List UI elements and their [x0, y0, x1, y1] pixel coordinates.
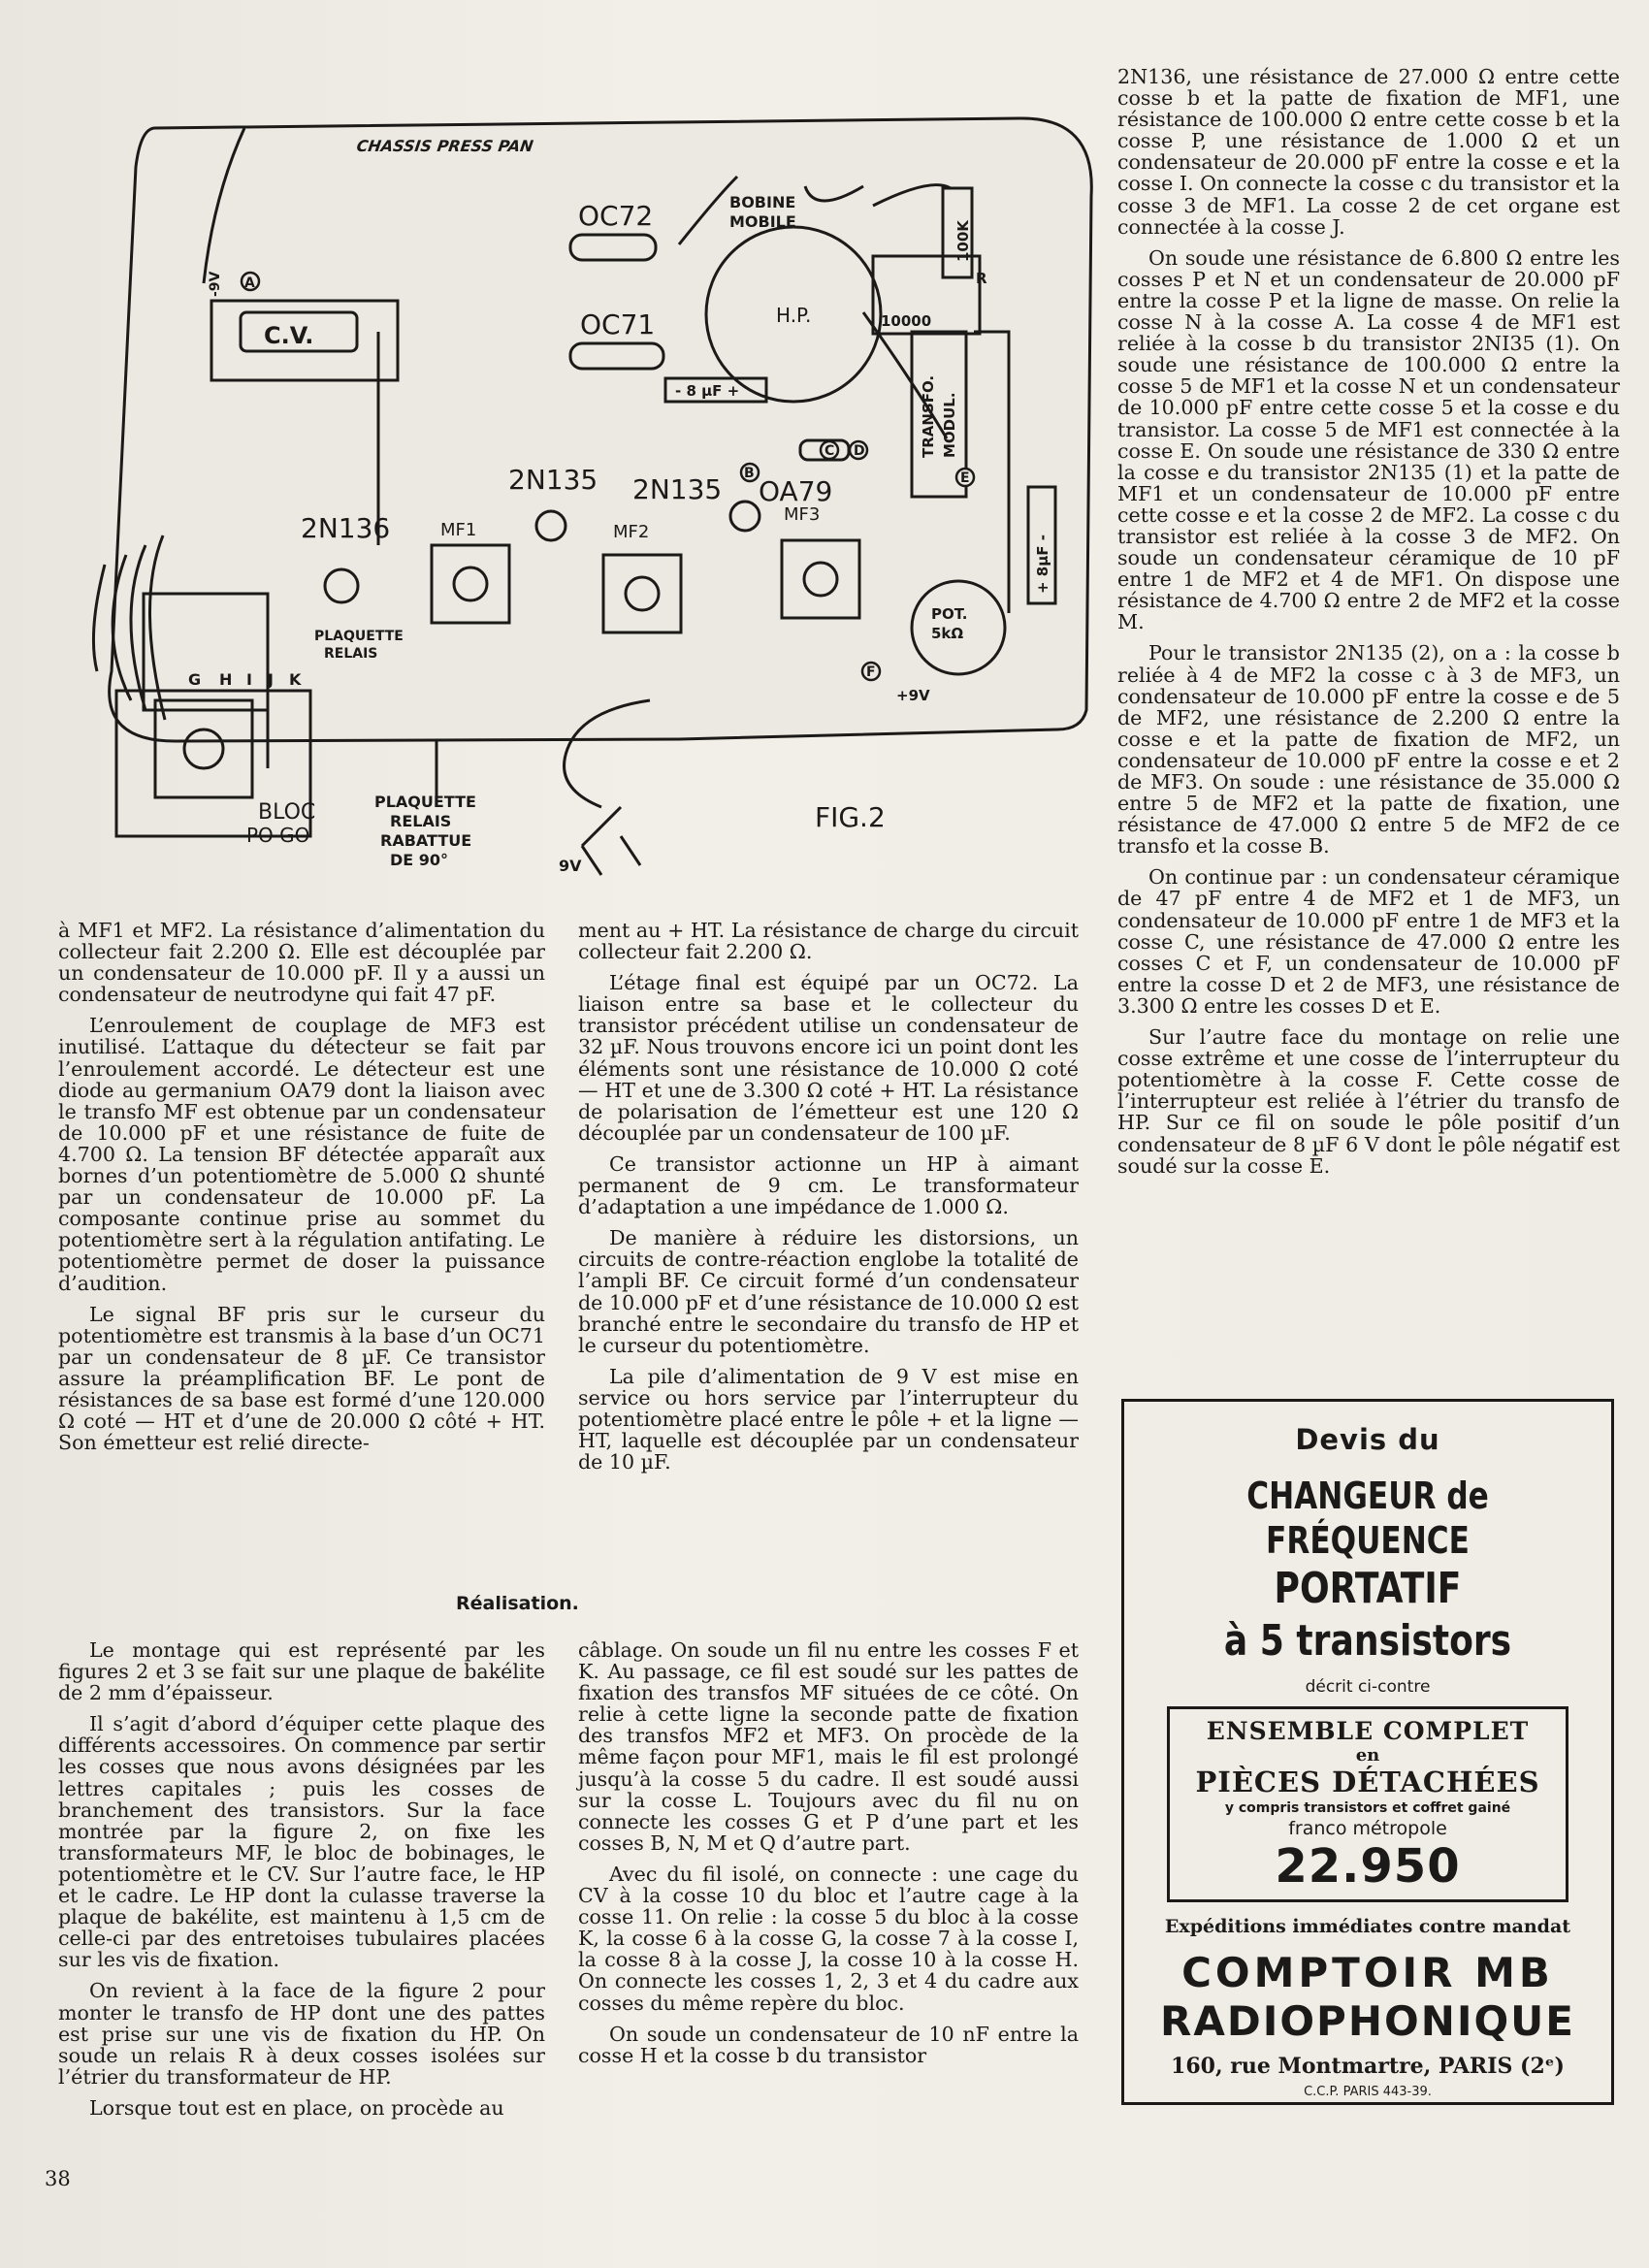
ad-title-line2: PORTATIF	[1274, 1564, 1462, 1613]
nine-v-label: 9V	[559, 857, 582, 875]
paragraph: On continue par : un condensateur céramique de 47 pF entre 4 de MF2 et 1 de MF3, un condensateur de 10.000 pF entre 1 de MF3 et la cosse C, une résistance de 47.000 Ω entre les cosses C et F, un condensateur de 10.000 pF entre la cosse D et 2 de MF3, une résistance de 3.300 Ω entre les cosses D et E.	[1117, 865, 1620, 1018]
lettre-g: G	[188, 670, 202, 689]
ad-radiophonique: RADIOPHONIQUE	[1160, 1997, 1575, 2045]
bobine-label-1: BOBINE	[729, 193, 796, 211]
2n136-label: 2N136	[301, 512, 391, 544]
res-10000-label: 10000	[881, 312, 932, 330]
paragraph: On soude un condensateur de 10 nF entre la cosse H et la cosse b du transistor	[578, 2022, 1079, 2067]
paragraph: L’enroulement de couplage de MF3 est inutilisé. L’attaque du détecteur se fait par l’enroulement accordé. Le détecteur est une diode au germanium OA79 dont la liaison avec le transfo MF est obtenue par un condensateur de 10.000 pF et une résistance de fuite de 4.700 Ω. La tension BF détectée apparaît aux bornes d’un potentiomètre de 5.000 Ω shunté par un condensateur de 10.000 pF. La composante continue prise au sommet du potentiomètre sert à la régulation antifating. Le potentiomètre permet de doser la puissance d’audition.	[58, 1014, 545, 1295]
lettre-c: C	[824, 443, 835, 459]
oc71-label: OC71	[580, 308, 656, 340]
transfo-label-1: TRANSFO.	[920, 374, 937, 458]
chassis-label: CHASSIS PRESS PAN	[355, 137, 535, 155]
plaquette-relais-label-2: RELAIS	[324, 646, 378, 662]
ad-inner-box	[1167, 1706, 1568, 1902]
ad-ensemble: ENSEMBLE COMPLET	[1206, 1717, 1530, 1745]
lettre-d: D	[854, 443, 865, 459]
res-100k-label: 100K	[954, 220, 972, 262]
ad-title-line1: CHANGEUR de FRÉQUENCE	[1246, 1474, 1489, 1562]
column-top-middle	[578, 920, 1079, 1482]
minus-9v-label: -9V	[208, 271, 223, 297]
paragraph: ment au + HT. La résistance de charge du circuit collecteur fait 2.200 Ω.	[578, 919, 1079, 964]
pot-label-1: POT.	[931, 605, 968, 623]
fig-caption: FIG.2	[815, 801, 886, 833]
2n135-label-1: 2N135	[508, 464, 598, 496]
plaquette-relais-label-1: PLAQUETTE	[314, 629, 404, 644]
column-bottom-left	[58, 1639, 545, 2128]
ad-en: en	[1355, 1745, 1380, 1766]
ad-compris: y compris transistors et coffret gainé	[1224, 1800, 1511, 1816]
paragraph: Ce transistor actionne un HP à aimant permanent de 9 cm. Le transformateur d’adaptation a une impédance de 1.000 Ω.	[578, 1151, 1079, 1219]
paragraph: Avec du fil isolé, on connecte : une cage du CV à la cosse 10 du bloc et l’autre cage à la cosse 11. On relie : la cosse 5 du bloc à la cosse K, la cosse 6 à la cosse G, la cosse 7 à la cosse I, la cosse 8 à la cosse J, la cosse 10 à la cosse H. On connecte les cosses 1, 2, 3 et 4 du cadre aux cosses du même repère du bloc.	[578, 1862, 1079, 2015]
paragraph: On soude une résistance de 6.800 Ω entre les cosses P et N et un condensateur de 20.000 pF entre la cosse P et la ligne de masse. On relie la cosse N à la cosse A. La cosse 4 de MF1 est reliée à la cosse b du transistor 2NI35 (1). On soude une résistance de 100.000 Ω entre la cosse 5 de MF1 et la cosse N et un condensateur de 10.000 pF entre cette cosse 5 et la cosse e du transistor. La cosse 5 de MF1 est connectée à la cosse E. On soude une résistance de 330 Ω entre la cosse e du transistor 2N135 (1) et la patte de MF1 et un condensateur de 10.000 pF entre cette cosse e et la cosse 2 de MF2. La cosse c du transistor est reliée à la cosse 3 de MF2. On soude un condensateur céramique de 10 pF entre 1 de MF2 et 4 de MF1. On dispose une résistance de 4.700 Ω entre 2 de MF2 et la cosse M.	[1117, 245, 1620, 634]
lettre-h: H	[219, 670, 233, 689]
paragraph: Le signal BF pris sur le curseur du potentiomètre est transmis à la base d’un OC71 par un condensateur de 8 µF. Ce transistor assure la préamplification BF. Le pont de résistances de sa base est formé d’une 120.000 Ω coté — HT et d’une de 20.000 Ω côté + HT. Son émetteur est relié directe-	[58, 1302, 545, 1455]
transfo-label-2: MODUL.	[941, 392, 958, 458]
ad-decrit: décrit ci-contre	[1305, 1677, 1431, 1697]
plus-9v-label: +9V	[896, 687, 930, 704]
mf3-label: MF3	[784, 504, 821, 525]
2n135-label-2: 2N135	[632, 473, 723, 505]
oc72-label: OC72	[578, 200, 654, 232]
capacitor-8uf-v-label: + 8µF -	[1034, 535, 1051, 594]
paragraph: 2N136, une résistance de 27.000 Ω entre cette cosse b et la patte de fixation de MF1, une résistance de 100.000 Ω entre cette cosse b et la cosse P, une résistance de 1.000 Ω et un condensateur de 20.000 pF entre la cosse e et la cosse I. On connecte la cosse c du transistor et la cosse 3 de MF1. La cosse 2 de cet organe est connectée à la cosse J.	[1117, 65, 1620, 239]
r-label: R	[976, 270, 987, 287]
plaquette-rab-label-2: RELAIS	[390, 812, 452, 830]
lettre-k: K	[289, 670, 302, 689]
lettre-e: E	[960, 470, 970, 486]
paragraph: La pile d’alimentation de 9 V est mise en service ou hors service par l’interrupteur du potentiomètre placé entre le pôle + et la ligne — HT, laquelle est découplée par un condensateur de 10 µF.	[578, 1364, 1079, 1474]
hp-label: H.P.	[776, 304, 812, 327]
paragraph: Pour le transistor 2N135 (2), on a : la cosse b reliée à 4 de MF2 la cosse c à 3 de MF3, un condensateur de 10.000 pF entre la cosse e de 5 de MF2, une résistance de 2.200 Ω entre la cosse e et la patte de fixation de MF2, un condensateur de 10.000 pF entre la cosse e et 2 de MF3. On soude : une résistance de 35.000 Ω entre 5 de MF2 et la patte de fixation, une résistance de 47.000 Ω entre 5 de MF2 de ce transfo et la cosse B.	[1117, 641, 1620, 859]
cv-label: C.V.	[264, 322, 314, 349]
lettre-i: I	[246, 670, 252, 689]
paragraph: On revient à la face de la figure 2 pour monter le transfo de HP dont une des pattes est prise sur une vis de fixation du HP. On soude un relais R à deux cosses isolées sur l’étrier du transformateur de HP.	[58, 1979, 545, 2089]
bobine-label-2: MOBILE	[729, 212, 796, 231]
ad-devis: Devis du	[1295, 1423, 1440, 1456]
paragraph: Le montage qui est représenté par les figures 2 et 3 se fait sur une plaque de bakélite de 2 mm d’épaisseur.	[58, 1638, 545, 1705]
ad-comptoir: COMPTOIR MB	[1181, 1949, 1554, 1996]
plaquette-rab-label-3: RABATTUE	[380, 831, 472, 850]
paragraph: à MF1 et MF2. La résistance d’alimentation du collecteur fait 2.200 Ω. Elle est découplée par un condensateur de 10.000 pF. Il y a aussi un condensateur de neutrodyne qui fait 47 pF.	[58, 919, 545, 1007]
paragraph: câblage. On soude un fil nu entre les cosses F et K. Au passage, ce fil est soudé sur les pattes de fixation des transfos MF situées de ce côté. On relie à cette ligne la seconde patte de fixation des transfos MF2 et MF3. On procède de la même façon pour MF1, mais le fil est prolongé jusqu’à la cosse 5 du cadre. Il est soudé aussi sur la cosse L. Toujours avec du fil nu on connecte les cosses G et P d’une part et les cosses B, N, M et Q d’autre part.	[578, 1638, 1079, 1855]
oa79-label: OA79	[759, 475, 833, 507]
lettre-f: F	[866, 664, 876, 680]
ad-expeditions: Expéditions immédiates contre mandat	[1164, 1916, 1571, 1937]
column-right	[1117, 66, 1620, 1186]
wiring-diagram-figure	[39, 89, 1117, 904]
section-heading: Réalisation.	[456, 1593, 579, 1614]
column-top-left	[58, 920, 545, 1463]
plaquette-rab-label-1: PLAQUETTE	[374, 793, 476, 811]
page-number: 38	[45, 2167, 71, 2190]
mf2-label: MF2	[613, 522, 650, 542]
lettre-b: B	[744, 466, 755, 481]
ad-title-line3: à 5 transistors	[1223, 1616, 1512, 1666]
lettre-j: J	[268, 670, 274, 689]
capacitor-8uf-h-label: - 8 µF +	[675, 382, 740, 400]
bloc-label-1: BLOC	[258, 800, 316, 825]
ad-franco: franco métropole	[1288, 1818, 1447, 1839]
paragraph: Il s’agit d’abord d’équiper cette plaque des différents accessoires. On commence par sertir les cosses que nous avons désignées par les lettres capitales ; puis les cosses de branchement des transistors. Sur la face montrée par la figure 2, on fixe les transformateurs MF, le bloc de bobinages, le potentiomètre et le CV. Sur l’autre face, le HP et le cadre. Le HP dont la culasse traverse la plaque de bakélite, est maintenu à 1,5 cm de celle-ci par des entretoises tubulaires placées sur les vis de fixation.	[58, 1712, 545, 1972]
bloc-label-2: PO GO	[246, 824, 310, 847]
plaquette-rab-label-4: DE 90°	[390, 851, 449, 869]
pot-label-2: 5kΩ	[931, 625, 964, 642]
paragraph: Sur l’autre face du montage on relie une cosse extrême et une cosse de l’interrupteur du potentiomètre à la cosse F. Cette cosse de l’interrupteur est reliée à l’étrier du transfo de HP. Sur ce fil on soude le pôle positif d’un condensateur de 8 µF 6 V dont le pôle négatif est soudé sur la cosse E.	[1117, 1025, 1620, 1178]
ad-ccp: C.C.P. PARIS 443-39.	[1304, 2085, 1432, 2099]
ad-price: 22.950	[1275, 1839, 1461, 1894]
paragraph: Lorsque tout est en place, on procède au	[89, 2095, 504, 2120]
ad-address: 160, rue Montmartre, PARIS (2ᵉ)	[1171, 2054, 1565, 2079]
column-bottom-middle	[578, 1639, 1079, 2076]
lettre-a: A	[244, 275, 255, 291]
paragraph: L’étage final est équipé par un OC72. La liaison entre sa base et le collecteur du transistor précédent utilise un condensateur de 32 µF. Nous trouvons encore ici un point dont les éléments sont une résistance de 10.000 Ω coté — HT et une de 3.300 Ω coté + HT. La résistance de polarisation de l’émetteur est une 120 Ω découplée par un condensateur de 100 µF.	[578, 971, 1079, 1145]
advertisement-box	[1121, 1399, 1614, 2105]
mf1-label: MF1	[440, 520, 477, 540]
ad-pieces: PIÈCES DÉTACHÉES	[1195, 1766, 1540, 1798]
paragraph: De manière à réduire les distorsions, un circuits de contre-réaction englobe la totalité de l’ampli BF. Ce circuit formé d’un condensateur de 10.000 pF et d’une résistance de 10.000 Ω est branché entre le secondaire du transfo de HP et le curseur du potentiomètre.	[578, 1226, 1079, 1357]
